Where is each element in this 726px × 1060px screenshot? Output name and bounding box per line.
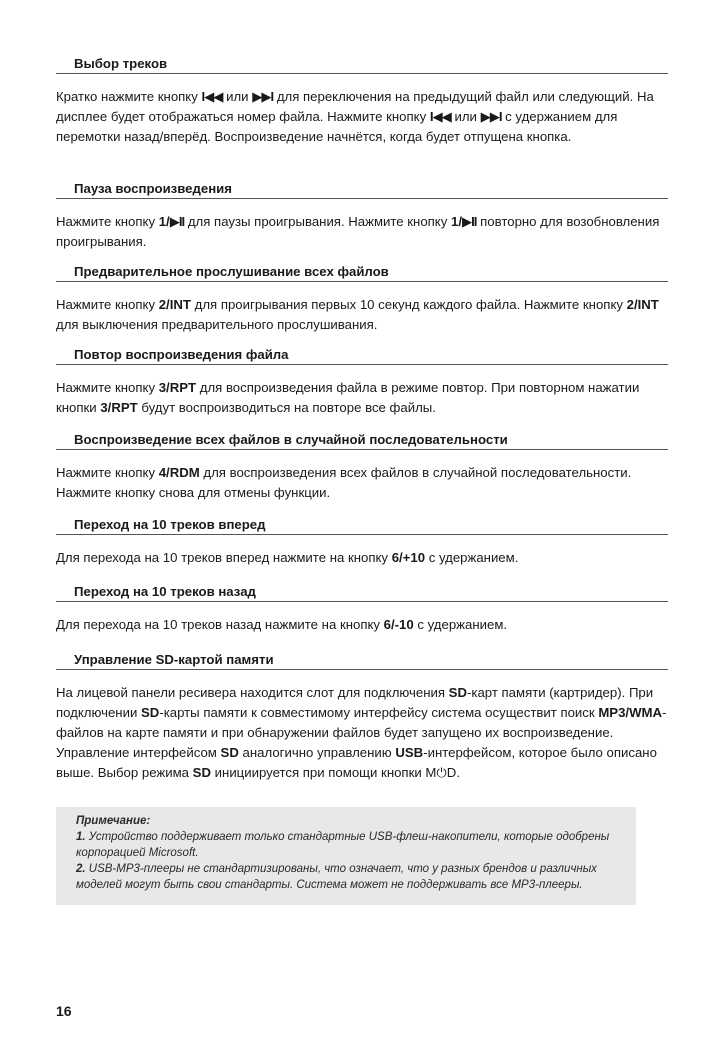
section-text: Для перехода на 10 треков назад нажмите на кнопку 6/-10 с удержанием. bbox=[56, 617, 508, 632]
play-pause-icon: ▶II bbox=[169, 214, 185, 229]
note-title: Примечание: bbox=[76, 815, 151, 827]
section-pause bbox=[56, 180, 668, 252]
section-heading: Выбор треков bbox=[56, 55, 668, 74]
note-item: 1. Устройство поддерживает только стандартные USB-флеш-накопители, которые одобрены корпорацией Microsoft. bbox=[76, 831, 610, 859]
section-sd-card bbox=[56, 651, 668, 783]
section-text: Кратко нажмите кнопку I◀◀ или ▶▶I для переключения на предыдущий файл или следующий. На дисплее будет отображаться номер файла. Нажмите кнопку I◀◀ или ▶▶I с удержанием для перемотки назад/вперёд. Воспроизведение начнётся, когда будет отпущена кнопка. bbox=[56, 89, 654, 144]
next-track-icon: ▶▶I bbox=[252, 89, 274, 104]
prev-track-icon: I◀◀ bbox=[201, 89, 223, 104]
note-item: 2. USB-MP3-плееры не стандартизированы, что означает, что у разных брендов и различных моделей могут быть свои стандарты. Система может не поддерживать все MP3-плееры. bbox=[76, 863, 597, 891]
section-heading: Повтор воспроизведения файла bbox=[56, 346, 668, 365]
section-text: Нажмите кнопку 3/RPT для воспроизведения файла в режиме повтор. При повторном нажатии кнопки 3/RPT будут воспроизводиться на повторе все файлы. bbox=[56, 380, 640, 415]
next-track-icon: ▶▶I bbox=[480, 109, 502, 124]
section-track-select bbox=[56, 55, 668, 147]
section-heading: Пауза воспроизведения bbox=[56, 180, 668, 199]
play-pause-icon: ▶II bbox=[462, 214, 477, 229]
section-text: Нажмите кнопку 2/INT для проигрывания первых 10 секунд каждого файла. Нажмите кнопку 2/INT для выключения предварительного прослушивания. bbox=[56, 297, 659, 332]
section-text: На лицевой панели ресивера находится слот для подключения SD-карт памяти (картридер). При подключении SD-карты памяти к совместимому интерфейсу система осуществит поиск MP3/WMA-файлов на карте памяти и при обнаружении файлов будет запущено их воспроизведение. Управление интерфейсом SD аналогично управлению USB-интерфейсом, которое было описано выше. Выбор режима SD инициируется при помощи кнопки M⏻D. bbox=[56, 685, 667, 780]
section-heading: Управление SD-картой памяти bbox=[56, 651, 668, 670]
page-number: 16 bbox=[56, 1003, 72, 1019]
prev-track-icon: I◀◀ bbox=[429, 109, 451, 124]
section-heading: Предварительное прослушивание всех файлов bbox=[56, 263, 668, 282]
section-skip-back bbox=[56, 583, 668, 635]
section-text: Для перехода на 10 треков вперед нажмите на кнопку 6/+10 с удержанием. bbox=[56, 550, 519, 565]
section-heading: Переход на 10 треков назад bbox=[56, 583, 668, 602]
section-heading: Переход на 10 треков вперед bbox=[56, 516, 668, 535]
section-text: Нажмите кнопку 4/RDM для воспроизведения всех файлов в случайной последовательности. Нажмите кнопку снова для отмены функции. bbox=[56, 465, 632, 500]
section-random bbox=[56, 431, 668, 503]
section-intro bbox=[56, 263, 668, 335]
section-skip-forward bbox=[56, 516, 668, 568]
section-heading: Воспроизведение всех файлов в случайной последовательности bbox=[56, 431, 668, 450]
note-box bbox=[56, 807, 636, 905]
section-text: Нажмите кнопку 1/▶II для паузы проигрывания. Нажмите кнопку 1/▶II повторно для возобновления проигрывания. bbox=[56, 214, 660, 249]
section-repeat bbox=[56, 346, 668, 418]
mode-button-label: M⏻D bbox=[425, 765, 457, 780]
